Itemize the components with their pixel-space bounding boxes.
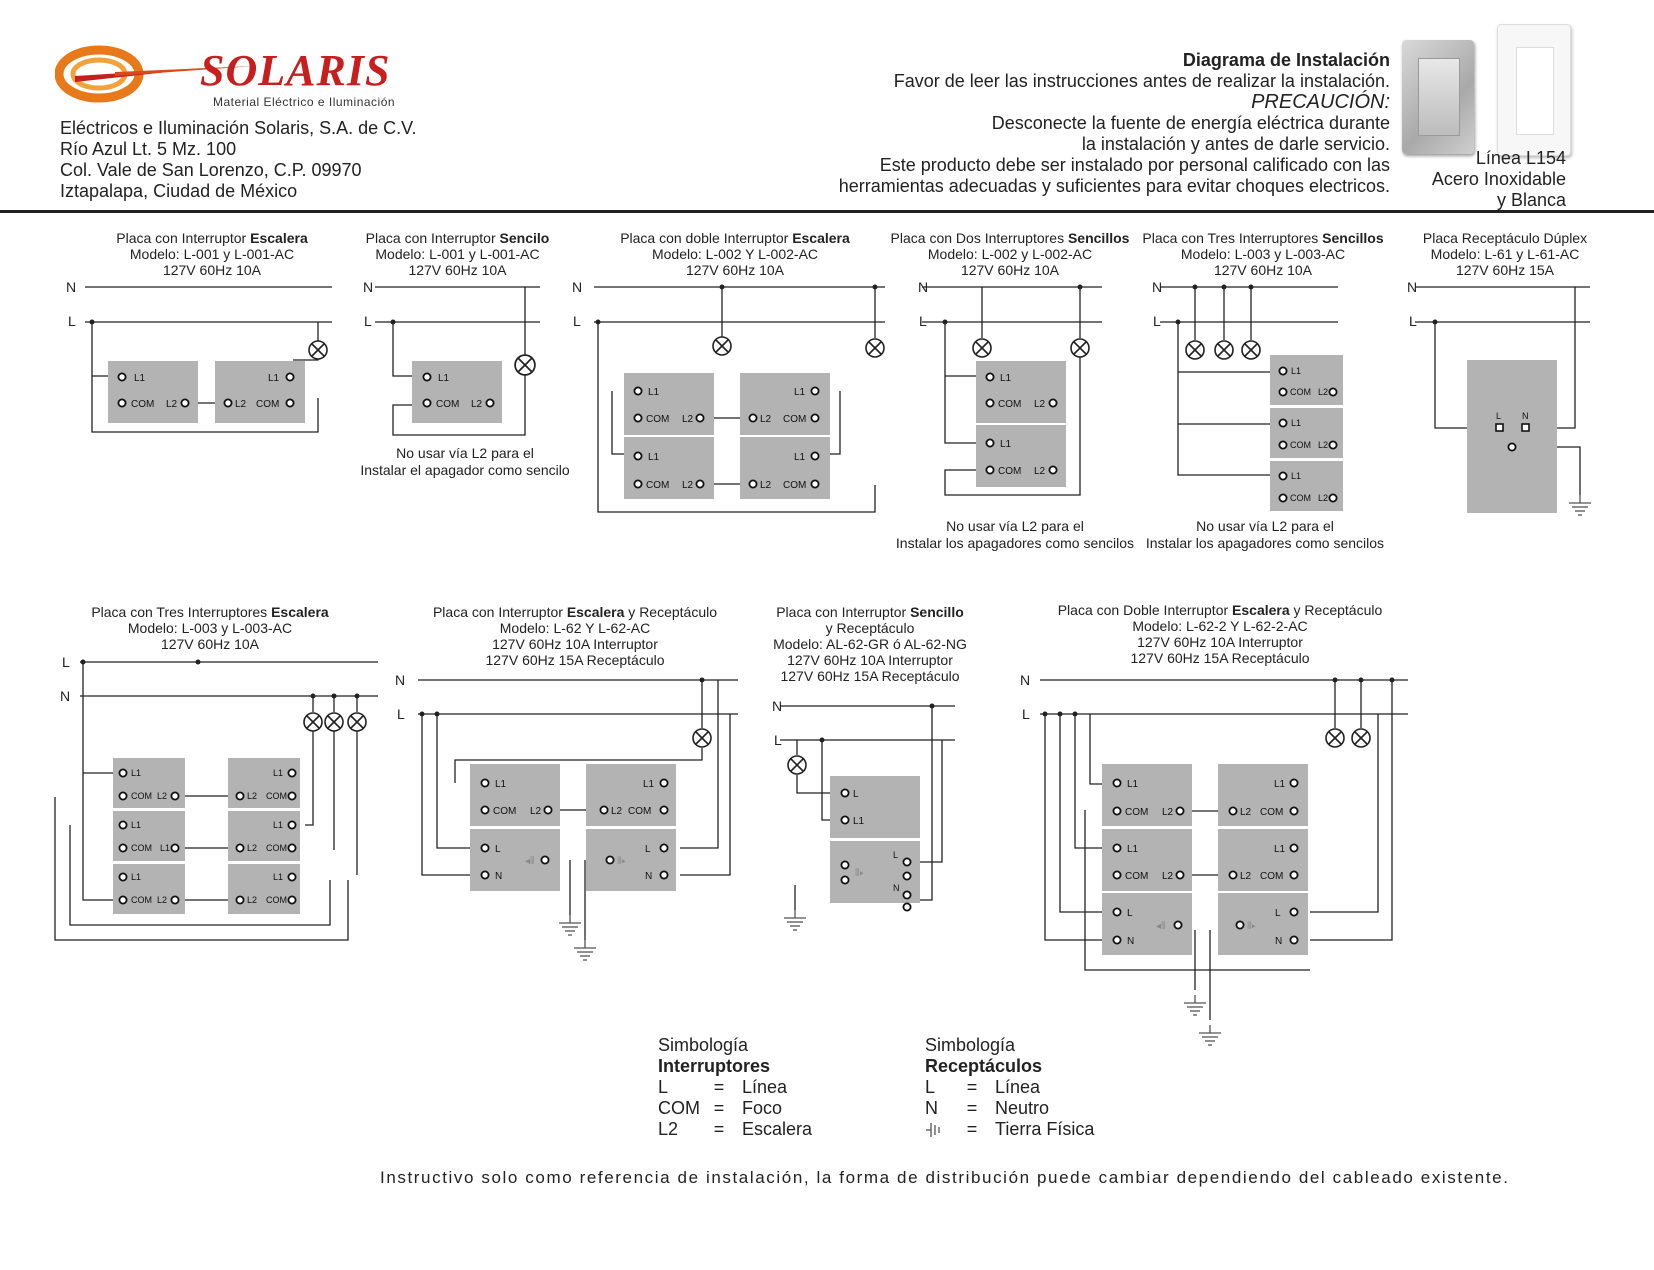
svg-text:⦀▸: ⦀▸ [1247,921,1256,932]
diagram-title: Placa con Interruptor Escalera y Receptáculo Modelo: L-62 Y L-62-AC 127V 60Hz 10A Interruptor 127V 60Hz 15A Receptáculo [432,604,718,668]
svg-text:COM: COM [131,399,155,410]
svg-text:COM: COM [1260,871,1284,882]
svg-text:L2: L2 [1034,399,1046,410]
svg-text:L2: L2 [247,843,258,853]
svg-text:L: L [1496,411,1502,421]
svg-text:◂⦀: ◂⦀ [525,856,535,867]
rail-label-n: N [395,672,406,688]
diagram-title: Placa con Tres Interruptores Escalera Modelo: L-003 y L-003-AC 127V 60Hz 10A [91,604,329,652]
svg-text:COM: COM [266,895,287,905]
diagram-title: Placa con doble Interruptor Escalera Modelo: L-002 Y L-002-AC 127V 60Hz 10A [620,230,850,278]
rail-label-n: N [1407,279,1418,295]
svg-text:COM: COM [628,806,652,817]
svg-text:COM: COM [646,414,670,425]
address-line: Eléctricos e Iluminación Solaris, S.A. de C.V. [60,118,417,138]
earth-ground-icon [925,1119,955,1140]
svg-text:COM: COM [266,791,287,801]
svg-text:L: L [853,789,859,800]
legend-heading: Simbología [658,1035,749,1055]
legend-row: COM = Foco [658,1098,783,1118]
svg-text:L2: L2 [760,480,772,491]
diagram-note: No usar vía L2 para el Instalar los apagadores como sencilos [1145,518,1385,551]
svg-text:L2: L2 [157,791,168,801]
rail-label-n: N [772,698,783,714]
svg-text:L2: L2 [166,399,178,410]
svg-text:L: L [495,844,501,855]
svg-text:L1: L1 [1291,418,1302,428]
legend-row: L2 = Escalera [658,1119,813,1139]
svg-text:L1: L1 [1127,779,1139,790]
svg-text:L1: L1 [643,779,655,790]
legend-receptacles [925,1035,1094,1140]
rail-label-n: N [66,279,77,295]
diagram-note: No usar vía L2 para el Instalar el apagador como sencilo [360,445,570,478]
svg-text:L: L [645,844,651,855]
svg-text:N: N [495,871,503,882]
diagram-title: Placa con Interruptor Escalera Modelo: L-001 y L-001-AC 127V 60Hz 10A [116,230,308,278]
rail-label-l: L [1153,313,1161,329]
instruction-line: Desconecte la fuente de energía eléctrica durante [991,113,1390,133]
rail-label-n: N [363,279,374,295]
diagram-title: Placa con Dos Interruptores Sencillos Modelo: L-002 y L-002-AC 127V 60Hz 10A [890,230,1130,278]
svg-text:N: N [645,871,653,882]
svg-text:COM: COM [998,399,1022,410]
svg-text:L1: L1 [794,452,806,463]
svg-text:L2: L2 [157,895,168,905]
svg-text:COM: COM [1290,493,1311,503]
svg-text:L1: L1 [268,373,280,384]
rail-label-l: L [774,732,782,748]
svg-text:L2: L2 [1034,466,1046,477]
address-line: Col. Vale de San Lorenzo, C.P. 09970 [60,160,362,180]
svg-text:L2: L2 [682,414,694,425]
rail-label-l: L [1022,706,1030,722]
svg-text:L1: L1 [794,387,806,398]
product-line: Línea L154 [1475,148,1566,168]
svg-text:L1: L1 [438,373,450,384]
svg-text:L1: L1 [648,387,660,398]
product-material: y Blanca [1496,190,1566,210]
legend-title: Interruptores [658,1056,771,1076]
svg-text:L: L [893,850,899,860]
svg-text:COM: COM [493,806,517,817]
address-line: Iztapalapa, Ciudad de México [60,181,298,201]
svg-text:L1: L1 [160,843,171,853]
svg-text:L1: L1 [1127,844,1139,855]
svg-text:L2: L2 [1240,807,1252,818]
svg-text:COM: COM [131,895,152,905]
footer-disclaimer: Instructivo solo como referencia de instalación, la forma de distribución puede cambiar dependiendo del cableado existente. [380,1168,1510,1187]
svg-text:L1: L1 [495,779,507,790]
svg-text:COM: COM [998,466,1022,477]
svg-text:COM: COM [131,843,152,853]
rail-label-l: L [919,313,927,329]
svg-text:COM: COM [783,414,807,425]
product-material: Acero Inoxidable [1431,169,1566,189]
legend-row: = Tierra Física [925,1119,1094,1140]
svg-text:⦀▸: ⦀▸ [617,856,626,867]
svg-text:COM: COM [131,791,152,801]
diagram-title: Placa Receptáculo Dúplex Modelo: L-61 y L-61-AC 127V 60Hz 15A [1422,230,1588,278]
svg-text:L1: L1 [134,373,146,384]
instruction-line: la instalación y antes de darle servicio. [1081,134,1390,154]
svg-text:L1: L1 [273,872,284,882]
svg-text:COM: COM [436,399,460,410]
svg-text:L1: L1 [1274,844,1286,855]
svg-text:⦀▸: ⦀▸ [855,868,864,879]
svg-text:L1: L1 [1000,373,1012,384]
svg-text:L1: L1 [1291,366,1302,376]
svg-text:L1: L1 [1274,779,1286,790]
svg-text:L1: L1 [273,768,284,778]
diagram-title: Placa con Tres Interruptores Sencillos Modelo: L-003 y L-003-AC 127V 60Hz 10A [1142,230,1384,278]
svg-text:L2: L2 [1318,387,1329,397]
legend-row: N = Neutro [925,1098,1050,1118]
svg-text:L2: L2 [1162,871,1174,882]
rail-label-n: N [572,279,583,295]
rail-label-l: L [573,313,581,329]
diagram-title: Placa con Interruptor Sencilo Modelo: L-001 y L-001-AC 127V 60Hz 10A [365,230,550,278]
svg-text:COM: COM [256,399,280,410]
svg-text:COM: COM [1260,807,1284,818]
svg-text:L2: L2 [247,791,258,801]
svg-text:L2: L2 [235,399,247,410]
svg-text:COM: COM [1125,807,1149,818]
svg-text:L2: L2 [471,399,483,410]
svg-text:L1: L1 [273,820,284,830]
svg-text:N: N [893,883,900,893]
svg-text:N: N [1275,936,1283,947]
rail-label-n: N [1152,279,1163,295]
svg-text:L2: L2 [760,414,772,425]
legend-row: L = Línea [925,1077,1041,1097]
svg-text:N: N [1127,936,1135,947]
instruction-line: Favor de leer las instrucciones antes de realizar la instalación. [893,71,1390,91]
svg-text:◂⦀: ◂⦀ [1156,921,1166,932]
rail-label-l: L [364,313,372,329]
rail-label-n: N [1020,672,1031,688]
svg-text:L2: L2 [611,806,623,817]
svg-text:COM: COM [783,480,807,491]
brand-name: SOLARIS [200,46,391,95]
legend-row: L = Línea [658,1077,788,1097]
svg-text:L2: L2 [247,895,258,905]
rail-label-l: L [1409,313,1417,329]
svg-text:L1: L1 [131,820,142,830]
legend-title: Receptáculos [925,1056,1043,1076]
svg-text:COM: COM [1290,440,1311,450]
rail-label-l: L [62,654,70,670]
legend-heading: Simbología [925,1035,1016,1055]
brand-tagline: Material Eléctrico e Iluminación [213,95,396,109]
diagram-title: Placa con Doble Interruptor Escalera y Receptáculo Modelo: L-62-2 Y L-62-2-AC 127V 60Hz 10A Interruptor 127V 60Hz 15A Receptáculo [1057,602,1383,666]
instruction-line: herramientas adecuadas y suficientes para evitar choques electricos. [838,176,1390,196]
rail-label-l: L [68,313,76,329]
diagram-title: Placa con Interruptor Sencillo y Receptáculo Modelo: AL-62-GR ó AL-62-NG 127V 60Hz 10A Interruptor 127V 60Hz 15A Receptáculo [773,604,967,684]
svg-text:L2: L2 [1162,807,1174,818]
page-title: Diagrama de Instalación [1182,50,1390,70]
svg-text:L1: L1 [131,872,142,882]
instruction-line: Este producto debe ser instalado por personal calificado con las [879,155,1390,175]
svg-text:COM: COM [1290,387,1311,397]
svg-text:L1: L1 [1291,471,1302,481]
svg-text:COM: COM [1125,871,1149,882]
rail-label-n: N [60,688,71,704]
svg-text:L: L [1127,908,1133,919]
rail-label-n: N [918,279,929,295]
legend-switches [658,1035,812,1140]
svg-text:L2: L2 [1318,493,1329,503]
svg-text:COM: COM [646,480,670,491]
precaution-heading: PRECAUCIÓN: [1251,91,1390,113]
svg-text:L1: L1 [1000,439,1012,450]
svg-text:COM: COM [266,843,287,853]
svg-text:L2: L2 [530,806,542,817]
svg-text:L: L [1275,908,1281,919]
diagram-note: No usar vía L2 para el Instalar los apagadores como sencilos [895,518,1135,551]
svg-text:L2: L2 [1318,440,1329,450]
svg-text:L2: L2 [682,480,694,491]
svg-text:L2: L2 [1240,871,1252,882]
svg-text:N: N [1522,411,1529,421]
svg-text:L1: L1 [131,768,142,778]
svg-text:L1: L1 [853,816,865,827]
address-line: Río Azul Lt. 5 Mz. 100 [60,139,237,159]
svg-text:L1: L1 [648,452,660,463]
rail-label-l: L [397,706,405,722]
